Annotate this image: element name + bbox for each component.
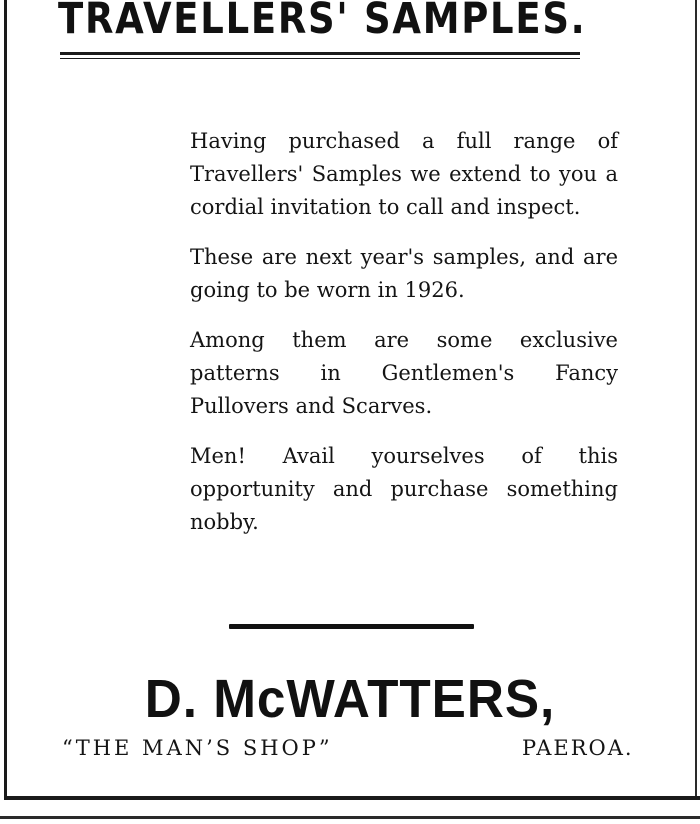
- heading-underline-thin: [60, 58, 580, 59]
- shop-town: PAEROA.: [522, 736, 634, 760]
- advert-heading: TRAVELLERS' SAMPLES.: [58, 0, 587, 44]
- body-paragraph-call-to-action: Men! Avail yourselves of this opportunity and purchase something nobby.: [190, 444, 618, 534]
- advert-body: [190, 125, 618, 556]
- body-paragraph-next-year: These are next year's samples, and are going to be worn in 1926.: [190, 245, 618, 302]
- center-divider-rule: [229, 624, 474, 629]
- bottom-border-rule: [4, 796, 700, 800]
- shop-tagline: “THE MAN’S SHOP”: [62, 736, 333, 760]
- left-border-rule: [4, 0, 7, 800]
- page-bottom-rule: [0, 816, 700, 819]
- shop-name: D. McWATTERS,: [144, 669, 556, 729]
- heading-underline-thick: [60, 52, 580, 55]
- right-border-rule: [695, 0, 697, 800]
- body-paragraph-invitation: Having purchased a full range of Travellers' Samples we extend to you a cordial invitation to call and inspect.: [190, 129, 618, 219]
- body-paragraph-exclusive-patterns: Among them are some exclusive patterns in Gentlemen's Fancy Pullovers and Scarves.: [190, 328, 618, 418]
